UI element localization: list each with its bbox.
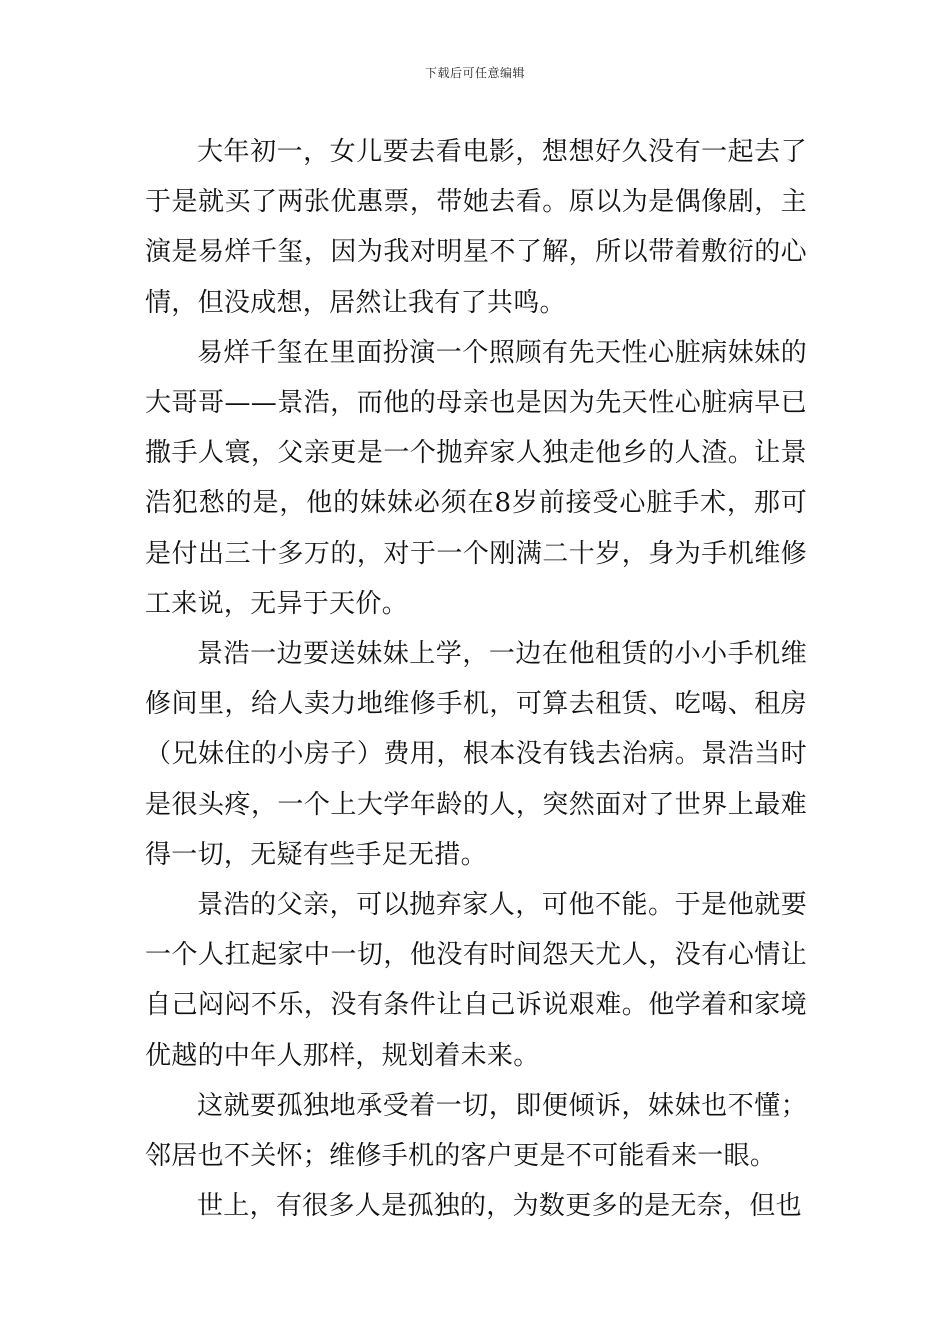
paragraph: 景浩一边要送妹妹上学，一边在他租赁的小小手机维修间里，给人卖力地维修手机，可算去租赁、吃喝、租房（兄妹住的小房子）费用，根本没有钱去治病。景浩当时是很头疼，一个上大学年龄的人，突然面对了世界上最难得一切，无疑有些手足无措。 <box>145 639 807 870</box>
paragraph: 易烊千玺在里面扮演一个照顾有先天性心脏病妹妹的大哥哥——景浩，而他的母亲也是因为先天性心脏病早已撒手人寰，父亲更是一个抛弃家人独走他乡的人渣。让景浩犯愁的是，他的妹妹必须在8岁前接受心脏手术，那可是付出三十多万的，对于一个刚满二十岁，身为手机维修工来说，无异于天价。 <box>145 337 807 619</box>
page-header: 下载后可任意编辑 <box>424 66 525 80</box>
paragraph: 这就要孤独地承受着一切，即便倾诉，妹妹也不懂；邻居也不关怀；维修手机的客户更是不可能看来一眼。 <box>145 1090 807 1172</box>
paragraph: 大年初一，女儿要去看电影，想想好久没有一起去了于是就买了两张优惠票，带她去看。原以为是偶像剧，主演是易烊千玺，因为我对明星不了解，所以带着敷衍的心情，但没成想，居然让我有了共鸣。 <box>145 137 807 318</box>
paragraph: 景浩的父亲，可以抛弃家人，可他不能。于是他就要一个人扛起家中一切，他没有时间怨天尤人，没有心情让自己闷闷不乐，没有条件让自己诉说艰难。他学着和家境优越的中年人那样，规划着未来。 <box>145 890 807 1071</box>
paragraph: 世上，有很多人是孤独的，为数更多的是无奈，但也 <box>197 1191 802 1222</box>
article-body <box>145 127 807 1231</box>
